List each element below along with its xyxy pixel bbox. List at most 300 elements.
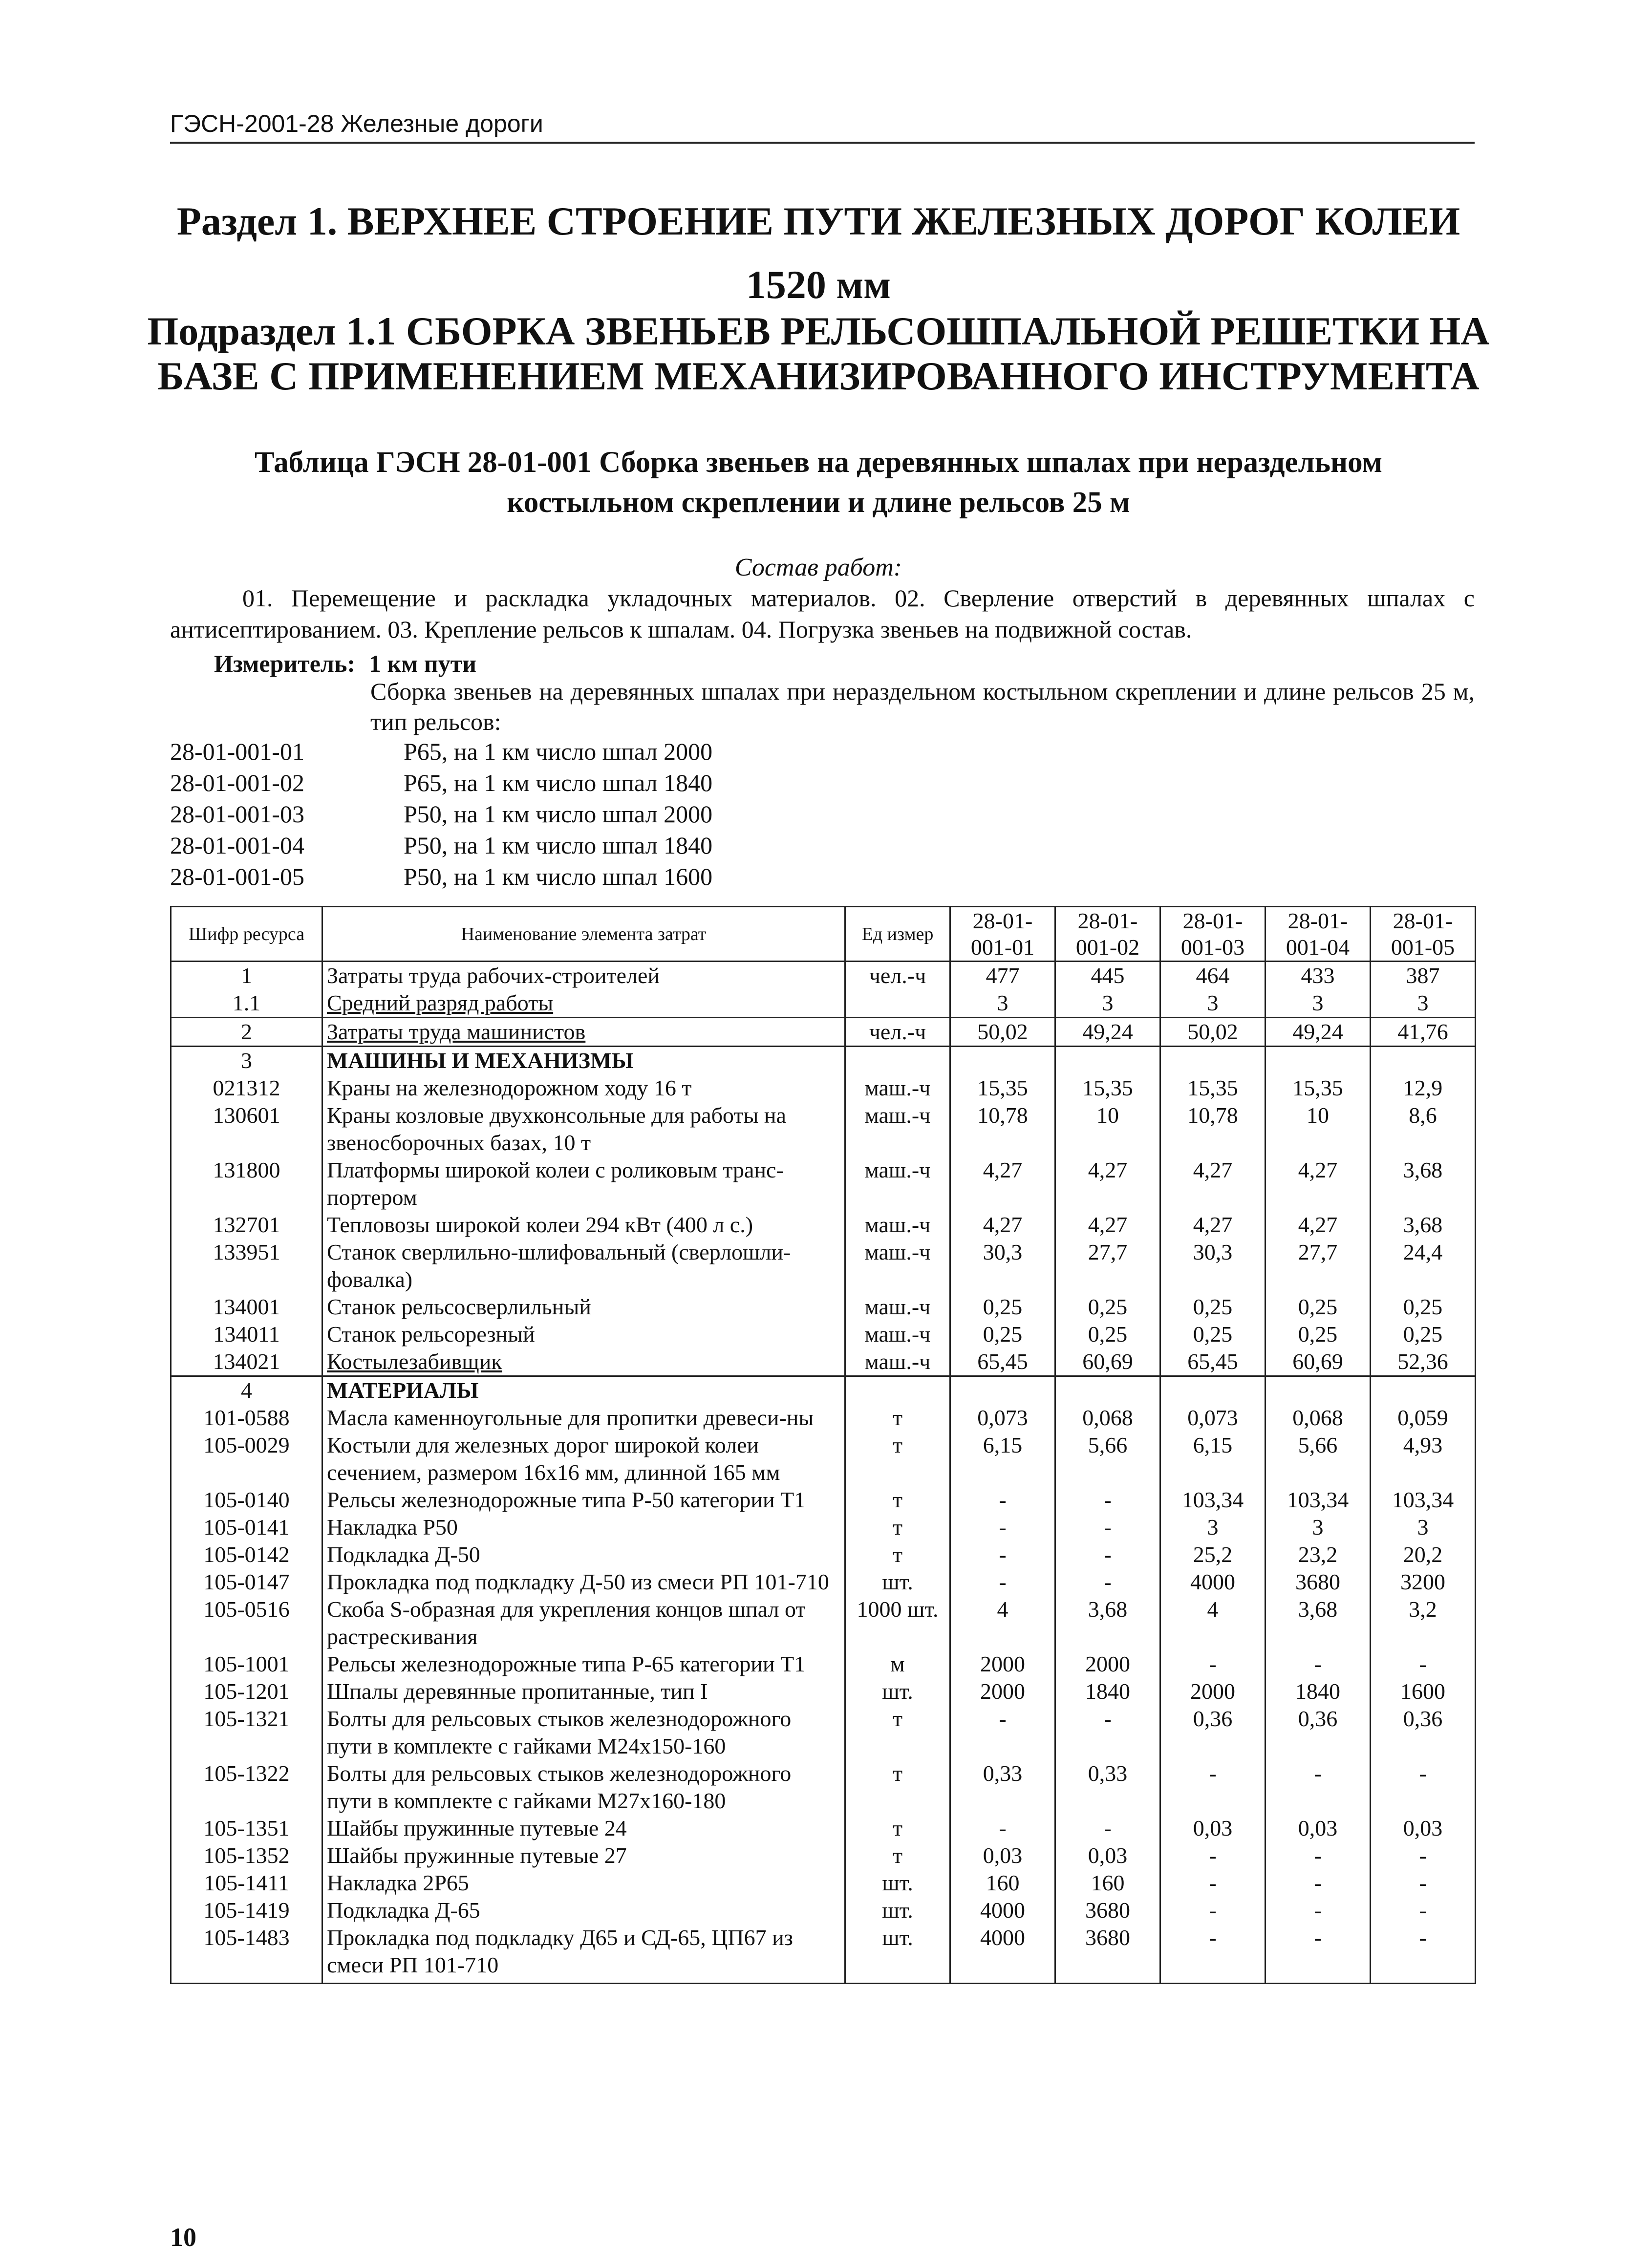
table-title-line1: Таблица ГЭСН 28-01-001 Сборка звеньев на деревянных шпалах при нераздельном [254, 446, 1383, 479]
composition-text: 01. Перемещение и раскладка укладочных материалов. 02. Сверление отверстий в деревянных шпалах с антисептированием. 03. Крепление рельсов к шпалам. 04. Погрузка звеньев на подвижной состав. [170, 584, 1475, 643]
row-value-5: 0,36 [1371, 1705, 1476, 1760]
row-unit: т [845, 1842, 950, 1869]
code-list-desc: Р50, на 1 км число шпал 1600 [404, 863, 713, 890]
row-code: 105-0142 [171, 1541, 322, 1568]
row-name: Рельсы железнодорожные типа Р-50 категории Т1 [322, 1486, 845, 1514]
row-value-1: 2000 [950, 1650, 1055, 1678]
row-name: Станок сверлильно-шлифовальный (сверлошли-фовалка) [322, 1239, 845, 1293]
section-title-line2: 1520 мм [746, 262, 891, 307]
row-value-4: 0,25 [1265, 1321, 1371, 1348]
row-code: 3 [171, 1047, 322, 1075]
row-value-2: 445 [1055, 962, 1160, 990]
code-list-desc: Р65, на 1 км число шпал 1840 [404, 769, 713, 796]
row-name: Средний разряд работы [322, 989, 845, 1018]
row-value-5: 12,9 [1371, 1074, 1476, 1102]
row-name: Краны на железнодорожном ходу 16 т [322, 1074, 845, 1102]
row-value-4: - [1265, 1842, 1371, 1869]
row-value-3 [1160, 1376, 1265, 1405]
table-row [171, 1486, 1476, 1514]
row-value-4: 103,34 [1265, 1486, 1371, 1514]
row-unit: шт. [845, 1869, 950, 1897]
row-name: Затраты труда машинистов [322, 1018, 845, 1047]
row-value-1: - [950, 1815, 1055, 1842]
row-value-1: 160 [950, 1869, 1055, 1897]
row-code: 101-0588 [171, 1404, 322, 1432]
code-list-code: 28-01-001-01 [170, 738, 304, 765]
row-name: МАШИНЫ И МЕХАНИЗМЫ [322, 1047, 845, 1075]
header-unit: Ед измер [845, 907, 950, 962]
row-name: Болты для рельсовых стыков железнодорожного пути в комплекте с гайками М27х160-180 [322, 1760, 845, 1815]
row-value-1: 50,02 [950, 1018, 1055, 1047]
row-value-1: 6,15 [950, 1432, 1055, 1486]
measure-label: Измеритель: [214, 650, 356, 677]
row-name: Прокладка под подкладку Д65 и СД-65, ЦП67 из смеси РП 101-710 [322, 1924, 845, 1984]
row-code: 134011 [171, 1321, 322, 1348]
row-unit: т [845, 1760, 950, 1815]
row-value-4: 0,25 [1265, 1293, 1371, 1321]
row-value-5: - [1371, 1842, 1476, 1869]
row-name: Тепловозы широкой колеи 294 кВт (400 л с.) [322, 1211, 845, 1239]
row-value-1: 10,78 [950, 1102, 1055, 1156]
row-value-4: - [1265, 1897, 1371, 1924]
row-value-5: 52,36 [1371, 1348, 1476, 1376]
subsection-title-line1: Подраздел 1.1 СБОРКА ЗВЕНЬЕВ РЕЛЬСОШПАЛЬНОЙ РЕШЕТКИ НА [147, 309, 1490, 353]
row-value-3: 10,78 [1160, 1102, 1265, 1156]
row-value-2: 2000 [1055, 1650, 1160, 1678]
row-value-2 [1055, 1376, 1160, 1405]
row-value-2: 1840 [1055, 1678, 1160, 1705]
row-value-5: 3,68 [1371, 1156, 1476, 1211]
row-value-5: 24,4 [1371, 1239, 1476, 1293]
table-row [171, 1678, 1476, 1705]
row-value-5: 3200 [1371, 1568, 1476, 1596]
table-row [171, 1650, 1476, 1678]
table-row [171, 1760, 1476, 1815]
table-row [171, 1842, 1476, 1869]
row-value-5: 3,68 [1371, 1211, 1476, 1239]
row-code: 133951 [171, 1239, 322, 1293]
row-value-4: 0,36 [1265, 1705, 1371, 1760]
row-value-2: 3,68 [1055, 1596, 1160, 1650]
row-code: 021312 [171, 1074, 322, 1102]
row-name: Затраты труда рабочих-строителей [322, 962, 845, 990]
row-name: Прокладка под подкладку Д-50 из смеси РП 101-710 [322, 1568, 845, 1596]
code-list-code: 28-01-001-04 [170, 832, 304, 859]
table-row [171, 1047, 1476, 1075]
row-value-5: 3,2 [1371, 1596, 1476, 1650]
row-value-3: 65,45 [1160, 1348, 1265, 1376]
section-title-line1: Раздел 1. ВЕРХНЕЕ СТРОЕНИЕ ПУТИ ЖЕЛЕЗНЫХ ДОРОГ КОЛЕИ [176, 199, 1460, 243]
row-code: 105-0140 [171, 1486, 322, 1514]
table-row [171, 1102, 1476, 1156]
table-row [171, 1211, 1476, 1239]
row-value-3: 3 [1160, 989, 1265, 1018]
row-value-3: - [1160, 1924, 1265, 1984]
row-value-3: - [1160, 1760, 1265, 1815]
row-value-5: - [1371, 1869, 1476, 1897]
row-name: Болты для рельсовых стыков железнодорожного пути в комплекте с гайками М24х150-160 [322, 1705, 845, 1760]
header-col-4: 28-01-001-04 [1265, 907, 1371, 962]
row-code: 2 [171, 1018, 322, 1047]
row-value-2: - [1055, 1815, 1160, 1842]
row-value-2: 0,25 [1055, 1293, 1160, 1321]
row-value-3: - [1160, 1842, 1265, 1869]
code-list-code: 28-01-001-05 [170, 863, 304, 890]
row-unit: маш.-ч [845, 1321, 950, 1348]
code-list-item [170, 736, 952, 767]
table-row [171, 989, 1476, 1018]
row-unit: маш.-ч [845, 1102, 950, 1156]
row-value-5 [1371, 1376, 1476, 1405]
row-code: 105-0516 [171, 1596, 322, 1650]
row-code: 105-1322 [171, 1760, 322, 1815]
row-value-4: 3680 [1265, 1568, 1371, 1596]
row-unit: маш.-ч [845, 1074, 950, 1102]
row-value-3: 103,34 [1160, 1486, 1265, 1514]
row-unit [845, 1376, 950, 1405]
row-value-5: 387 [1371, 962, 1476, 990]
row-value-2: 0,25 [1055, 1321, 1160, 1348]
table-row [171, 1705, 1476, 1760]
row-name: Станок рельсосверлильный [322, 1293, 845, 1321]
row-value-4: 4,27 [1265, 1156, 1371, 1211]
row-value-3: 3 [1160, 1514, 1265, 1541]
row-value-1: - [950, 1486, 1055, 1514]
row-unit: т [845, 1486, 950, 1514]
table-row [171, 1897, 1476, 1924]
row-name: Шпалы деревянные пропитанные, тип I [322, 1678, 845, 1705]
row-code: 105-1352 [171, 1842, 322, 1869]
row-value-1: 2000 [950, 1678, 1055, 1705]
row-code: 105-1001 [171, 1650, 322, 1678]
row-value-4: 5,66 [1265, 1432, 1371, 1486]
row-value-4: 433 [1265, 962, 1371, 990]
measure-value: 1 км пути [369, 650, 477, 677]
row-value-3: 0,03 [1160, 1815, 1265, 1842]
row-value-3: 464 [1160, 962, 1265, 990]
row-code: 4 [171, 1376, 322, 1405]
row-name: Подкладка Д-50 [322, 1541, 845, 1568]
row-value-5: - [1371, 1897, 1476, 1924]
row-value-4: 49,24 [1265, 1018, 1371, 1047]
row-code: 105-0147 [171, 1568, 322, 1596]
row-code: 134021 [171, 1348, 322, 1376]
row-value-5: 103,34 [1371, 1486, 1476, 1514]
row-value-2: - [1055, 1568, 1160, 1596]
row-code: 134001 [171, 1293, 322, 1321]
row-value-5: 0,03 [1371, 1815, 1476, 1842]
row-value-4: 15,35 [1265, 1074, 1371, 1102]
subsection-title [147, 309, 1490, 399]
row-name: Шайбы пружинные путевые 27 [322, 1842, 845, 1869]
row-value-2: 4,27 [1055, 1156, 1160, 1211]
row-value-4: 60,69 [1265, 1348, 1371, 1376]
row-value-2: 60,69 [1055, 1348, 1160, 1376]
table-title [147, 443, 1490, 523]
row-value-5: 0,059 [1371, 1404, 1476, 1432]
table-row [171, 1156, 1476, 1211]
row-value-4: 4,27 [1265, 1211, 1371, 1239]
row-code: 1.1 [171, 989, 322, 1018]
intro-text: Сборка звеньев на деревянных шпалах при нераздельном костыльном скреплении и длине рельсов 25 м, тип рельсов: [370, 678, 1475, 735]
code-list-desc: Р65, на 1 км число шпал 2000 [404, 738, 713, 765]
row-code: 105-1483 [171, 1924, 322, 1984]
row-value-1: - [950, 1514, 1055, 1541]
table-title-line2: костыльном скреплении и длине рельсов 25 м [507, 486, 1130, 519]
row-value-5: - [1371, 1924, 1476, 1984]
page-number: 10 [170, 2223, 196, 2252]
row-value-3: 4,27 [1160, 1211, 1265, 1239]
row-value-1: 0,25 [950, 1321, 1055, 1348]
table-row [171, 1293, 1476, 1321]
row-value-1 [950, 1376, 1055, 1405]
table-body [171, 962, 1476, 1984]
measure-line [214, 648, 476, 679]
code-list-desc: Р50, на 1 км число шпал 1840 [404, 832, 713, 859]
row-code: 131800 [171, 1156, 322, 1211]
row-unit: шт. [845, 1897, 950, 1924]
header-col-5: 28-01-001-05 [1371, 907, 1476, 962]
row-unit: шт. [845, 1924, 950, 1984]
row-value-2: 15,35 [1055, 1074, 1160, 1102]
row-value-4: 1840 [1265, 1678, 1371, 1705]
row-value-3 [1160, 1047, 1265, 1075]
row-code: 105-1351 [171, 1815, 322, 1842]
row-value-4: 3 [1265, 1514, 1371, 1541]
row-value-2 [1055, 1047, 1160, 1075]
table-row [171, 1568, 1476, 1596]
row-value-1: 0,25 [950, 1293, 1055, 1321]
row-value-3: 25,2 [1160, 1541, 1265, 1568]
row-value-1 [950, 1047, 1055, 1075]
code-list-item [170, 861, 952, 892]
row-code: 130601 [171, 1102, 322, 1156]
row-unit: маш.-ч [845, 1293, 950, 1321]
row-unit [845, 989, 950, 1018]
row-value-4 [1265, 1376, 1371, 1405]
row-code: 1 [171, 962, 322, 990]
row-unit: чел.-ч [845, 962, 950, 990]
row-value-2: 10 [1055, 1102, 1160, 1156]
row-value-1: - [950, 1568, 1055, 1596]
row-value-1: 477 [950, 962, 1055, 990]
header-name: Наименование элемента затрат [322, 907, 845, 962]
row-value-2: 0,33 [1055, 1760, 1160, 1815]
row-value-5: 0,25 [1371, 1293, 1476, 1321]
row-value-1: 4,27 [950, 1211, 1055, 1239]
row-code: 105-1201 [171, 1678, 322, 1705]
code-list-item [170, 830, 952, 861]
row-value-4: - [1265, 1869, 1371, 1897]
row-unit: маш.-ч [845, 1239, 950, 1293]
row-name: Станок рельсорезный [322, 1321, 845, 1348]
table-row [171, 962, 1476, 990]
row-unit: т [845, 1432, 950, 1486]
table-row [171, 1869, 1476, 1897]
table-row [171, 1514, 1476, 1541]
code-list-item [170, 767, 952, 798]
row-unit: шт. [845, 1678, 950, 1705]
code-list [170, 736, 952, 892]
row-value-4: 10 [1265, 1102, 1371, 1156]
header-col-3: 28-01-001-03 [1160, 907, 1265, 962]
row-value-5: 0,25 [1371, 1321, 1476, 1348]
row-value-3: 0,36 [1160, 1705, 1265, 1760]
row-value-5: 4,93 [1371, 1432, 1476, 1486]
code-list-code: 28-01-001-02 [170, 769, 304, 796]
row-value-4: - [1265, 1650, 1371, 1678]
row-value-1: 4,27 [950, 1156, 1055, 1211]
row-value-1: 30,3 [950, 1239, 1055, 1293]
row-unit: маш.-ч [845, 1156, 950, 1211]
row-value-3: 15,35 [1160, 1074, 1265, 1102]
row-value-3: 4000 [1160, 1568, 1265, 1596]
code-list-item [170, 798, 952, 830]
row-value-2: 49,24 [1055, 1018, 1160, 1047]
row-unit: м [845, 1650, 950, 1678]
row-value-5 [1371, 1047, 1476, 1075]
row-unit: маш.-ч [845, 1211, 950, 1239]
row-value-3: 0,073 [1160, 1404, 1265, 1432]
row-value-4: - [1265, 1760, 1371, 1815]
row-value-5: 20,2 [1371, 1541, 1476, 1568]
row-value-5: 3 [1371, 1514, 1476, 1541]
row-value-3: - [1160, 1869, 1265, 1897]
row-unit: шт. [845, 1568, 950, 1596]
row-unit: маш.-ч [845, 1348, 950, 1376]
row-code: 105-1321 [171, 1705, 322, 1760]
row-value-4: 23,2 [1265, 1541, 1371, 1568]
row-code: 105-1419 [171, 1897, 322, 1924]
row-value-4: 0,068 [1265, 1404, 1371, 1432]
row-value-4 [1265, 1047, 1371, 1075]
row-code: 105-0141 [171, 1514, 322, 1541]
row-name: Костылезабивщик [322, 1348, 845, 1376]
composition-title: Состав работ: [734, 554, 902, 581]
row-value-2: 0,03 [1055, 1842, 1160, 1869]
row-unit: т [845, 1705, 950, 1760]
table-row [171, 1074, 1476, 1102]
row-value-3: 0,25 [1160, 1321, 1265, 1348]
row-value-4: - [1265, 1924, 1371, 1984]
row-value-1: - [950, 1541, 1055, 1568]
table-row [171, 1239, 1476, 1293]
row-unit [845, 1047, 950, 1075]
row-value-1: 0,073 [950, 1404, 1055, 1432]
table-row [171, 1348, 1476, 1376]
running-header: ГЭСН-2001-28 Железные дороги [170, 108, 1475, 144]
row-value-3: - [1160, 1897, 1265, 1924]
row-unit: т [845, 1541, 950, 1568]
row-value-2: - [1055, 1705, 1160, 1760]
row-value-1: 4000 [950, 1924, 1055, 1984]
table-row [171, 1018, 1476, 1047]
row-name: МАТЕРИАЛЫ [322, 1376, 845, 1405]
row-value-2: 4,27 [1055, 1211, 1160, 1239]
row-value-4: 3,68 [1265, 1596, 1371, 1650]
row-value-3: 50,02 [1160, 1018, 1265, 1047]
table-row [171, 1924, 1476, 1984]
row-name: Платформы широкой колеи с роликовым транс-портером [322, 1156, 845, 1211]
row-value-5: 8,6 [1371, 1102, 1476, 1156]
subsection-title-line2: БАЗЕ С ПРИМЕНЕНИЕМ МЕХАНИЗИРОВАННОГО ИНСТРУМЕНТА [157, 354, 1480, 398]
row-value-2: 3680 [1055, 1897, 1160, 1924]
code-list-desc: Р50, на 1 км число шпал 2000 [404, 800, 713, 828]
row-value-5: - [1371, 1650, 1476, 1678]
row-value-5: 3 [1371, 989, 1476, 1018]
row-value-3: 0,25 [1160, 1293, 1265, 1321]
table-row [171, 1432, 1476, 1486]
row-unit: чел.-ч [845, 1018, 950, 1047]
header-col-1: 28-01-001-01 [950, 907, 1055, 962]
row-value-5: 1600 [1371, 1678, 1476, 1705]
row-value-1: 3 [950, 989, 1055, 1018]
row-value-4: 27,7 [1265, 1239, 1371, 1293]
row-value-3: 6,15 [1160, 1432, 1265, 1486]
header-col-2: 28-01-001-02 [1055, 907, 1160, 962]
row-value-2: 160 [1055, 1869, 1160, 1897]
row-name: Масла каменноугольные для пропитки древеси-ны [322, 1404, 845, 1432]
table-row [171, 1376, 1476, 1405]
row-value-3: 30,3 [1160, 1239, 1265, 1293]
row-value-2: - [1055, 1541, 1160, 1568]
row-value-2: 3 [1055, 989, 1160, 1018]
row-value-4: 3 [1265, 989, 1371, 1018]
row-name: Скоба S-образная для укрепления концов шпал от растрескивания [322, 1596, 845, 1650]
row-code: 105-0029 [171, 1432, 322, 1486]
row-value-1: 0,03 [950, 1842, 1055, 1869]
row-value-2: 5,66 [1055, 1432, 1160, 1486]
resource-table [170, 906, 1476, 1984]
row-value-2: - [1055, 1486, 1160, 1514]
table-row [171, 1404, 1476, 1432]
row-value-1: 65,45 [950, 1348, 1055, 1376]
row-value-3: 4,27 [1160, 1156, 1265, 1211]
row-value-3: 2000 [1160, 1678, 1265, 1705]
row-unit: т [845, 1404, 950, 1432]
table-row [171, 1541, 1476, 1568]
row-unit: т [845, 1815, 950, 1842]
row-unit: 1000 шт. [845, 1596, 950, 1650]
row-unit: т [845, 1514, 950, 1541]
header-code: Шифр ресурса [171, 907, 322, 962]
row-value-2: 27,7 [1055, 1239, 1160, 1293]
row-value-3: 4 [1160, 1596, 1265, 1650]
row-value-2: 0,068 [1055, 1404, 1160, 1432]
row-value-1: 4000 [950, 1897, 1055, 1924]
row-name: Накладка 2Р65 [322, 1869, 845, 1897]
table-row [171, 1815, 1476, 1842]
row-name: Рельсы железнодорожные типа Р-65 категории Т1 [322, 1650, 845, 1678]
row-value-5: - [1371, 1760, 1476, 1815]
row-value-3: - [1160, 1650, 1265, 1678]
row-value-2: - [1055, 1514, 1160, 1541]
table-row [171, 1596, 1476, 1650]
row-name: Накладка Р50 [322, 1514, 845, 1541]
row-value-5: 41,76 [1371, 1018, 1476, 1047]
table-row [171, 1321, 1476, 1348]
row-value-1: 4 [950, 1596, 1055, 1650]
row-code: 132701 [171, 1211, 322, 1239]
row-value-2: 3680 [1055, 1924, 1160, 1984]
row-value-4: 0,03 [1265, 1815, 1371, 1842]
row-code: 105-1411 [171, 1869, 322, 1897]
row-name: Шайбы пружинные путевые 24 [322, 1815, 845, 1842]
row-name: Подкладка Д-65 [322, 1897, 845, 1924]
code-list-code: 28-01-001-03 [170, 800, 304, 828]
row-value-1: - [950, 1705, 1055, 1760]
row-name: Краны козловые двухконсольные для работы на звеносборочных базах, 10 т [322, 1102, 845, 1156]
